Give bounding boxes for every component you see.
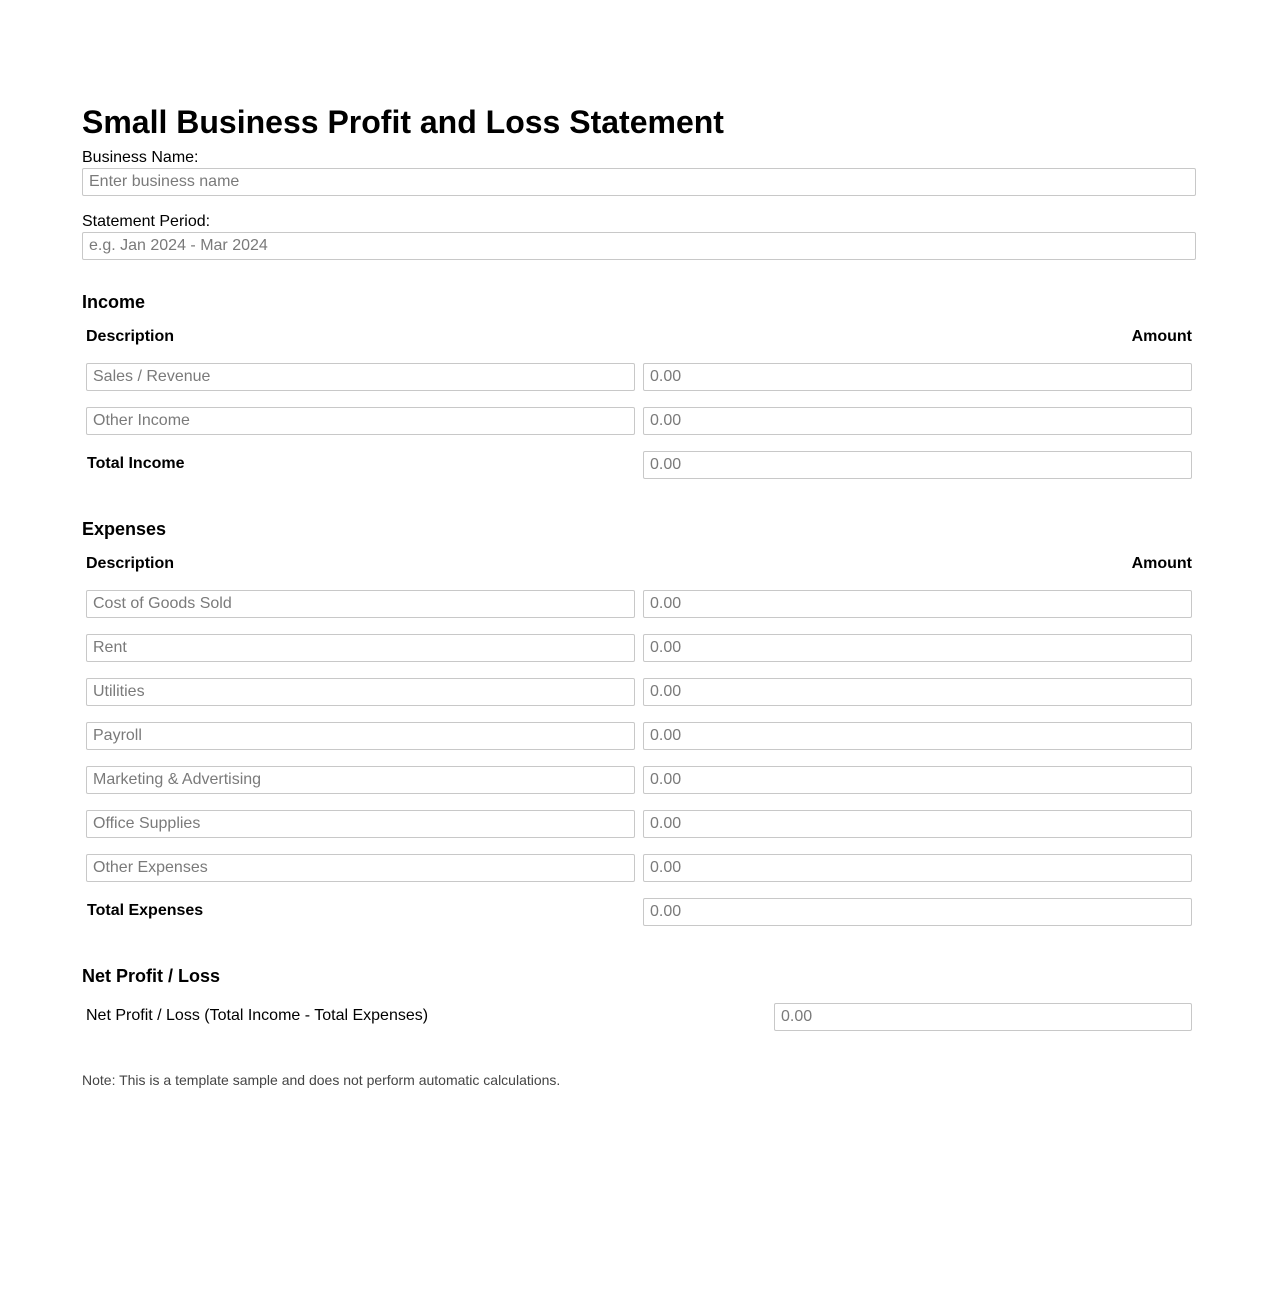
expense-description-input[interactable]: [86, 678, 635, 706]
note-text: Note: This is a template sample and does not perform automatic calculations.: [82, 1072, 561, 1088]
expenses-description-header: Description: [86, 555, 175, 572]
expense-description-input[interactable]: [86, 854, 635, 882]
statement-period-label: Statement Period:: [82, 213, 211, 230]
statement-period-input[interactable]: [82, 232, 1196, 260]
income-heading: Income: [82, 292, 146, 312]
income-amount-input[interactable]: [643, 363, 1192, 391]
expense-amount-input[interactable]: [643, 854, 1192, 882]
expense-description-input[interactable]: [86, 634, 635, 662]
total-income-input[interactable]: [643, 451, 1192, 479]
net-profit-label: Net Profit / Loss (Total Income - Total Expenses): [86, 1007, 429, 1024]
expense-amount-input[interactable]: [643, 722, 1192, 750]
total-expenses-input[interactable]: [643, 898, 1192, 926]
income-amount-header: Amount: [1131, 328, 1192, 345]
total-expenses-label: Total Expenses: [87, 902, 204, 919]
income-amount-input[interactable]: [643, 407, 1192, 435]
page-title: Small Business Profit and Loss Statement: [82, 104, 724, 140]
expenses-heading: Expenses: [82, 519, 167, 539]
net-profit-input[interactable]: [774, 1003, 1192, 1031]
expense-description-input[interactable]: [86, 590, 635, 618]
expense-amount-input[interactable]: [643, 634, 1192, 662]
income-description-input[interactable]: [86, 407, 635, 435]
expense-amount-input[interactable]: [643, 766, 1192, 794]
expenses-amount-header: Amount: [1131, 555, 1192, 572]
business-name-label: Business Name:: [82, 149, 199, 166]
income-description-header: Description: [86, 328, 175, 345]
net-profit-heading: Net Profit / Loss: [82, 966, 221, 986]
business-name-input[interactable]: [82, 168, 1196, 196]
expense-amount-input[interactable]: [643, 678, 1192, 706]
expense-amount-input[interactable]: [643, 810, 1192, 838]
expense-description-input[interactable]: [86, 810, 635, 838]
expense-description-input[interactable]: [86, 766, 635, 794]
expense-description-input[interactable]: [86, 722, 635, 750]
income-description-input[interactable]: [86, 363, 635, 391]
total-income-label: Total Income: [87, 455, 185, 472]
expense-amount-input[interactable]: [643, 590, 1192, 618]
